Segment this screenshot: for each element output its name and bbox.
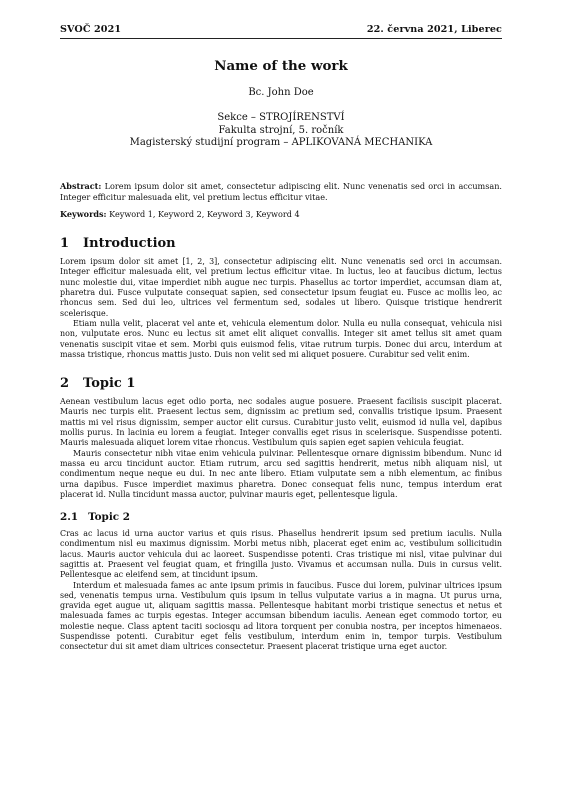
keywords-label: Keywords:: [60, 209, 107, 220]
paragraph: Cras ac lacus id urna auctor varius et quis risus. Phasellus hendrerit ipsum sed pretium iaculis. Nulla condimentum nisl eu maximus dignissim. Morbi metus nibh, placerat eget enim ac, vestibulum sollicitudin lacus. Mauris auctor vehicula dui ac laoreet. Suspendisse potenti. Cras tristique mi nisl, vitae pulvinar dui sagittis at. Praesent vel feugiat quam, et fringilla justo. Vivamus et accumsan nulla. Duis in cursus velit. Pellentesque ac eleifend sem, at tincidunt ipsum.: [60, 529, 502, 580]
keywords-text: Keyword 1, Keyword 2, Keyword 3, Keyword 4: [109, 209, 300, 220]
abstract-text: Lorem ipsum dolor sit amet, consectetur adipiscing elit. Nunc venenatis sed orci in accumsan. Integer efficitur malesuada elit, vel pretium lectus efficitur vitae.: [60, 180, 502, 202]
section-title: Topic 1: [83, 376, 136, 392]
paper-author: Bc. John Doe: [248, 87, 314, 98]
paragraph: Mauris consectetur nibh vitae enim vehicula pulvinar. Pellentesque ornare dignissim bibendum. Nunc id massa eu arcu tincidunt auctor. Etiam rutrum, arcu sed sagittis hendrerit, metus nibh aliquam nisl, ut condimentum neque neque eu dui. In nec ante libero. Etiam vulputate sem a nibh elementum, ac finibus urna dapibus. Fusce imperdiet maximus pharetra. Donec consequat felis nunc, tempus interdum erat placerat id. Nulla tincidunt massa auctor, pulvinar mauris eget, pellentesque ligula.: [60, 448, 502, 499]
header-rule: [60, 38, 502, 39]
subsection-heading-topic-2: [60, 511, 502, 523]
running-header: [60, 24, 502, 35]
section-heading-introduction: [60, 236, 502, 251]
keywords: [60, 209, 502, 220]
paragraph: Lorem ipsum dolor sit amet [1, 2, 3], consectetur adipiscing elit. Nunc venenatis sed orci in accumsan. Integer efficitur malesuada elit, vel pretium lectus efficitur vitae. In luctus, leo at faucibus dictum, lectus nunc molestie dui, vitae imperdiet nibh augue nec turpis. Phasellus ac tortor imperdiet, accumsan diam at, pharetra dui. Fusce vulputate consequat sapien, sed consectetur ipsum feugiat eu. Fusce ac mollis leo, ac rhoncus sem. Sed dui leo, ultrices vel fermentum sed, sodales ut libero. Quisque tristique hendrerit scelerisque.: [60, 257, 502, 318]
subsection-title: Topic 2: [88, 511, 130, 524]
affiliation-block: [60, 112, 502, 150]
affiliation-faculty: Fakulta strojní, 5. ročník: [218, 124, 344, 136]
paper-title: Name of the work: [214, 58, 348, 74]
paragraph: Aenean vestibulum lacus eget odio porta, nec sodales augue posuere. Praesent facilisis suscipit placerat. Mauris nec turpis elit. Praesent lectus sem, dignissim ac pretium sed, convallis tristique ipsum. Praesent mattis mi vel risus dignissim, semper auctor elit cursus. Curabitur justo velit, euismod id nulla vel, dapibus mollis purus. In lacinia eu lorem a feugiat. Integer convallis eget risus in scelerisque. Suspendisse potenti. Mauris malesuada aliquet lorem vitae rhoncus. Vestibulum quis sapien eget sapien vehicula feugiat.: [60, 397, 502, 448]
affiliation-section: Sekce – STROJÍRENSTVÍ: [217, 112, 345, 123]
section-number: 2: [60, 376, 70, 392]
paragraph: Interdum et malesuada fames ac ante ipsum primis in faucibus. Fusce dui lorem, pulvinar ultrices ipsum sed, venenatis tempus urna. Vestibulum quis ipsum in tellus vulputate varius a in magna. Ut purus urna, gravida eget augue ut, aliquam sagittis massa. Pellentesque habitant morbi tristique senectus et netus et malesuada fames ac turpis egestas. Integer accumsan bibendum iaculis. Aenean eget commodo tortor, eu molestie neque. Class aptent taciti sociosqu ad litora torquent per conubia nostra, per inceptos himenaeos. Suspendisse potenti. Curabitur eget felis vestibulum, interdum enim in, tempor turpis. Vestibulum consectetur dui sit amet diam ultrices consectetur. Praesent placerat tristique urna eget auctor.: [60, 580, 502, 652]
paragraph: Etiam nulla velit, placerat vel ante et, vehicula elementum dolor. Nulla eu nulla consequat, vehicula nisi non, vulputate eros. Nunc eu lectus sit amet elit aliquet convallis. Integer sit amet tellus sit amet quam venenatis suscipit vitae et sem. Morbi quis euismod felis, vitae rutrum turpis. Donec dui arcu, interdum at massa tristique, rhoncus mattis justo. Duis non velit sed mi aliquet posuere. Curabitur sed velit enim.: [60, 318, 502, 359]
abstract: [60, 181, 502, 203]
section-title: Introduction: [83, 236, 176, 252]
section-heading-topic-1: [60, 376, 502, 391]
abstract-label: Abstract:: [60, 180, 102, 191]
section-number: 1: [60, 236, 70, 252]
subsection-number: 2.1: [60, 511, 79, 524]
paper-content: [60, 40, 502, 653]
affiliation-program: Magisterský studijní program – APLIKOVANÁ MECHANIKA: [129, 137, 433, 149]
header-date-place: 22. června 2021, Liberec: [366, 24, 502, 35]
header-conference: SVOČ 2021: [60, 24, 122, 35]
